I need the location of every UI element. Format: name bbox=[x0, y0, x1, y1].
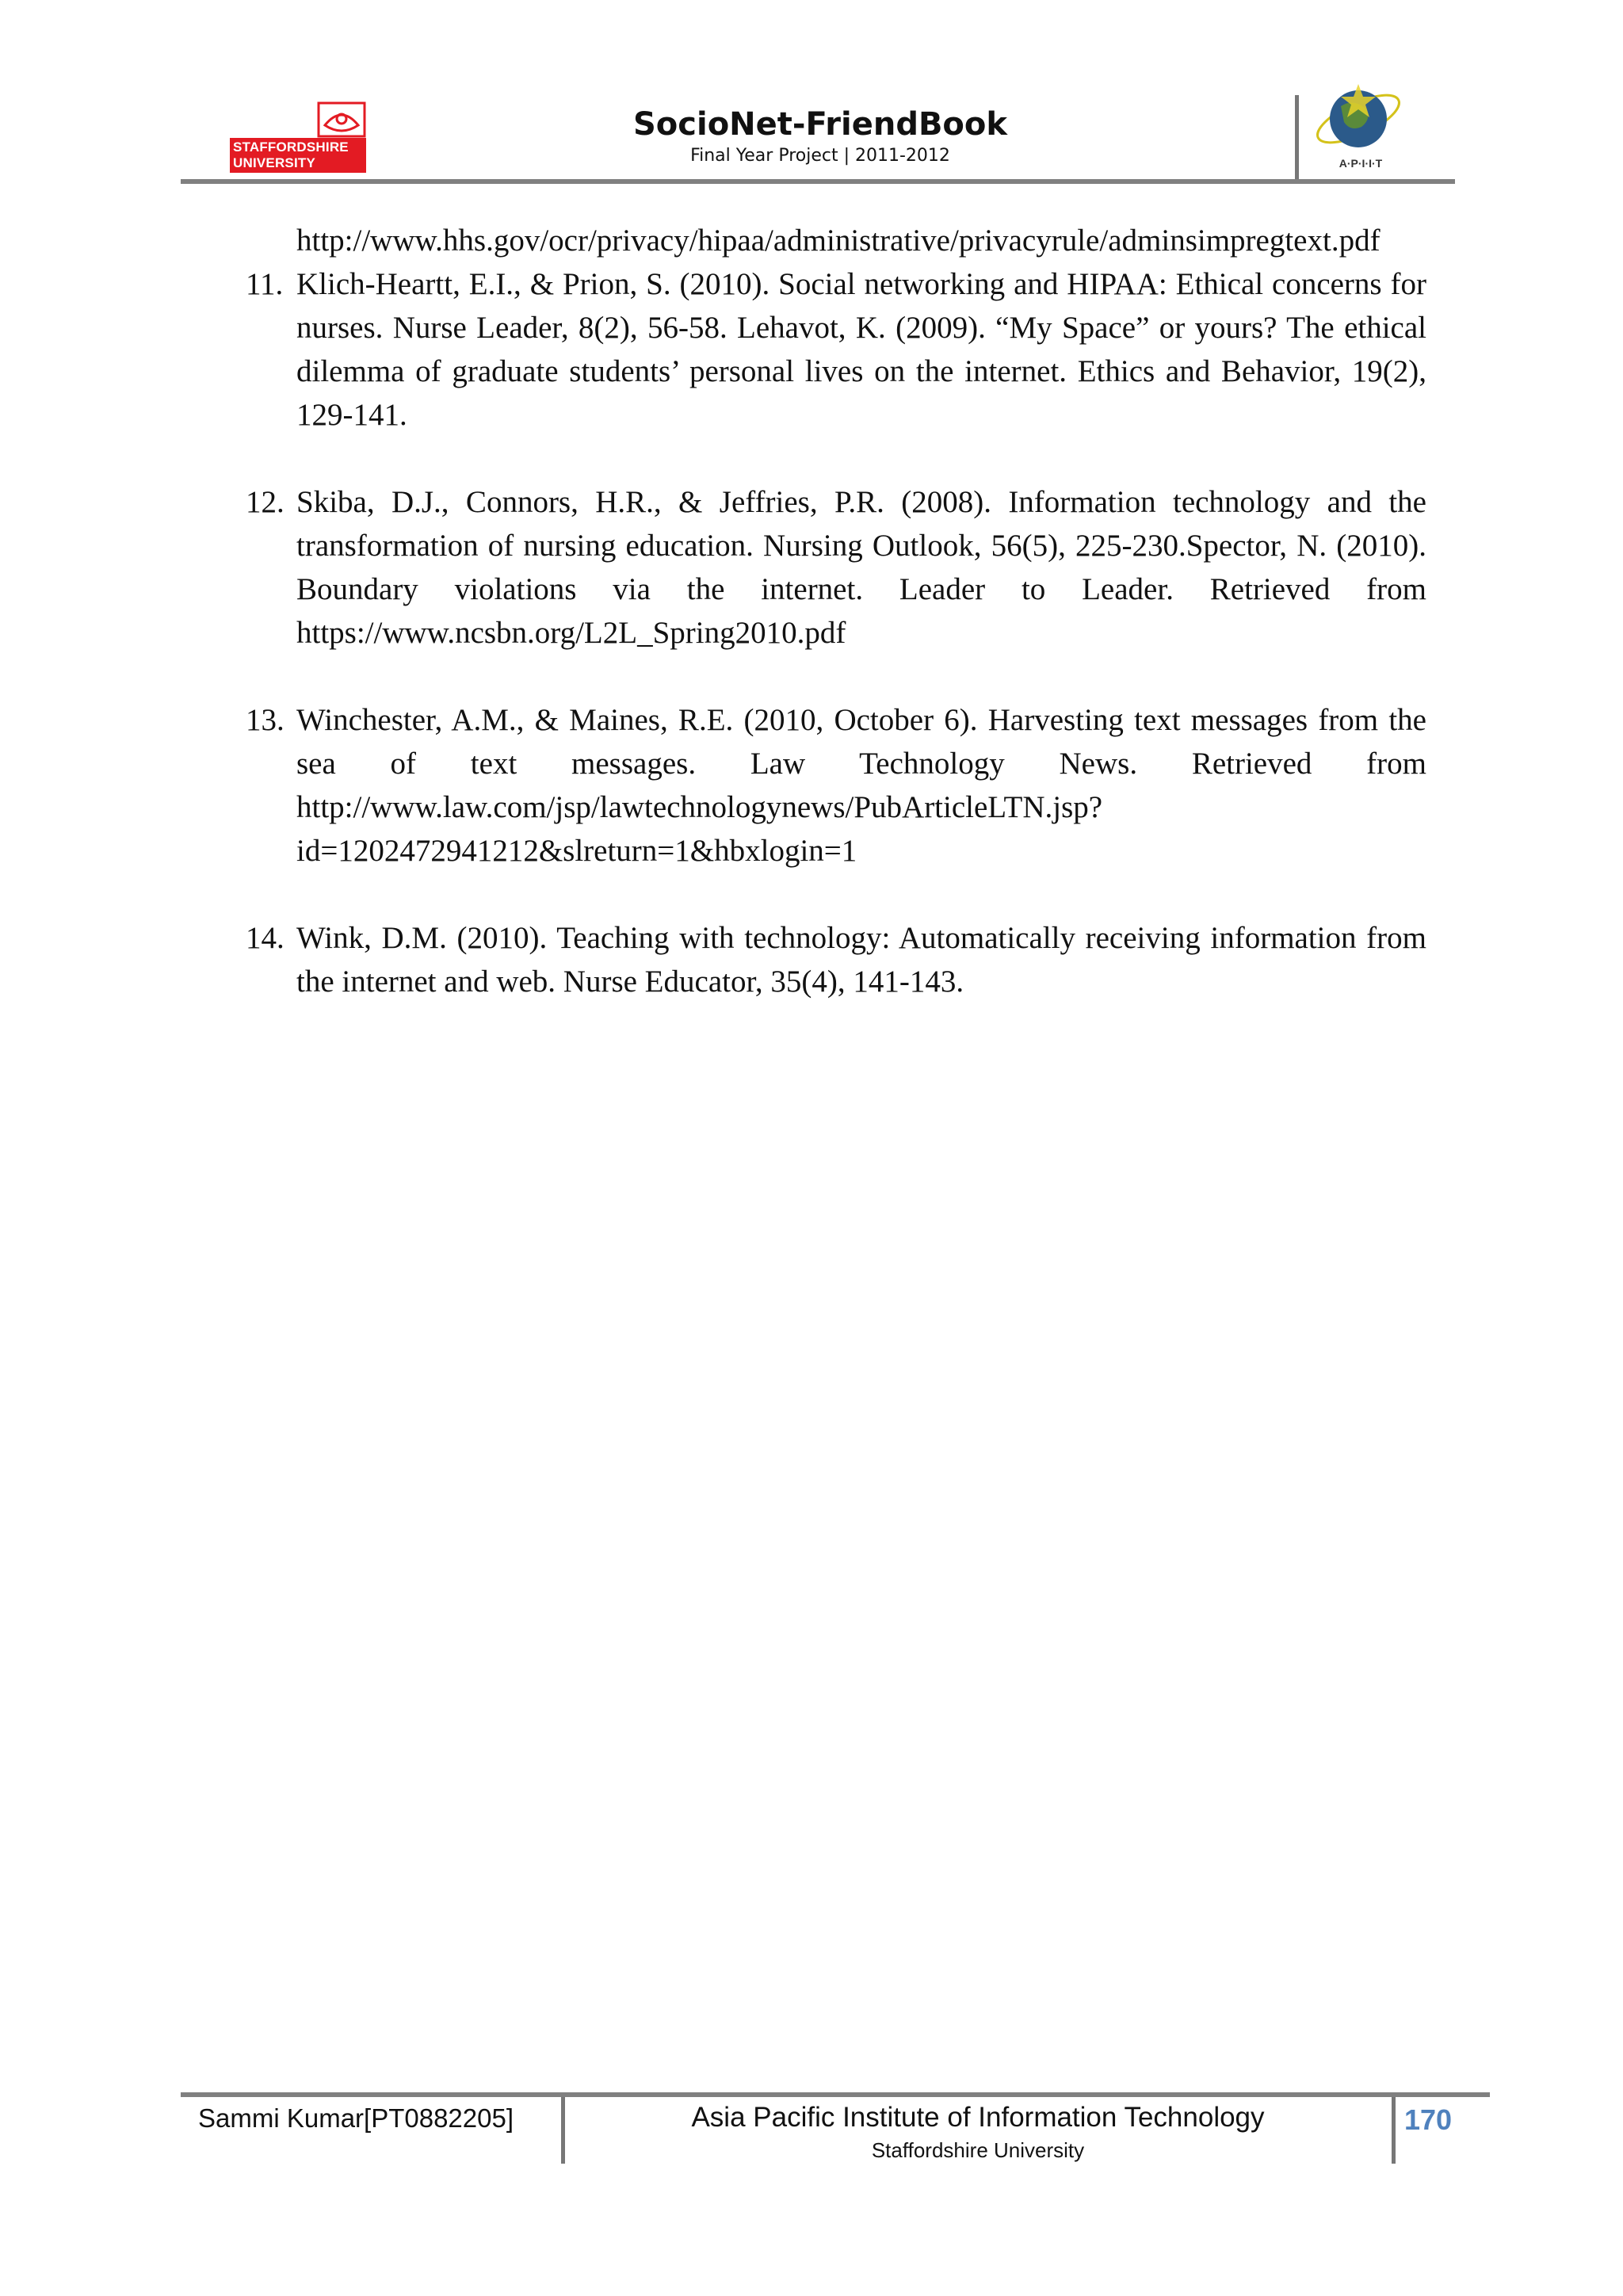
footer-author: Sammi Kumar[PT0882205] bbox=[198, 2103, 514, 2133]
reference-item bbox=[246, 262, 1426, 437]
reference-item bbox=[246, 698, 1426, 873]
page-subtitle: Final Year Project | 2011-2012 bbox=[690, 146, 950, 166]
apiit-globe-logo bbox=[1309, 74, 1412, 178]
staffordshire-logo-bar bbox=[230, 138, 366, 173]
footer-rule bbox=[181, 2092, 1490, 2097]
staffordshire-logo bbox=[230, 101, 366, 173]
staffordshire-knot-icon bbox=[317, 101, 366, 138]
reference-continuation: http://www.hhs.gov/ocr/privacy/hipaa/administrative/privacyrule/adminsimpregtext.pdf bbox=[296, 223, 1381, 258]
reference-list bbox=[246, 219, 1426, 1003]
page-title: SocioNet-FriendBook bbox=[632, 106, 1007, 143]
reference-item bbox=[246, 480, 1426, 655]
reference-number: 13. bbox=[246, 703, 285, 737]
staffordshire-logo-line2: UNIVERSITY bbox=[233, 155, 316, 170]
reference-number: 14. bbox=[246, 921, 285, 955]
reference-text: Wink, D.M. (2010). Teaching with technology: Automatically receiving information from the internet and web. Nurse Educator, 35(4), 141-143. bbox=[296, 921, 1426, 999]
reference-item bbox=[246, 916, 1426, 1003]
reference-number: 11. bbox=[246, 267, 284, 301]
reference-text: Klich-Heartt, E.I., & Prion, S. (2010). Social networking and HIPAA: Ethical concerns for nurses. Nurse Leader, 8(2), 56-58. Lehavot, K. (2009). “My Space” or yours? The ethical dilemma of graduate students’ personal lives on the internet. Ethics and Behavior, 19(2), 129-141. bbox=[296, 267, 1426, 432]
staffordshire-logo-line1: STAFFORDSHIRE bbox=[233, 139, 349, 155]
header-rule bbox=[181, 179, 1455, 184]
header-divider bbox=[1295, 95, 1299, 181]
page-number: 170 bbox=[1404, 2103, 1453, 2136]
reference-text: Skiba, D.J., Connors, H.R., & Jeffries, P.R. (2008). Information technology and the transformation of nursing education. Nursing Outlook, 56(5), 225-230.Spector, N. (2010). Boundary violations via the internet. Leader to Leader. Retrieved from https://www.ncsbn.org/L2L_Spring2010.pdf bbox=[296, 485, 1426, 650]
footer-divider-right bbox=[1392, 2097, 1396, 2164]
footer-university: Staffordshire University bbox=[871, 2138, 1085, 2162]
reference-number: 12. bbox=[246, 485, 285, 519]
apiit-logo-text: A·P·I·I·T bbox=[1338, 157, 1383, 170]
footer-institute: Asia Pacific Institute of Information Technology bbox=[691, 2102, 1265, 2133]
reference-text: Winchester, A.M., & Maines, R.E. (2010, October 6). Harvesting text messages from the sea of text messages. Law Technology News. Retrieved from http://www.law.com/jsp/lawtechnologynews/PubArticleLTN.jsp?id=1202472941212&slreturn=1&hbxlogin=1 bbox=[296, 703, 1426, 868]
